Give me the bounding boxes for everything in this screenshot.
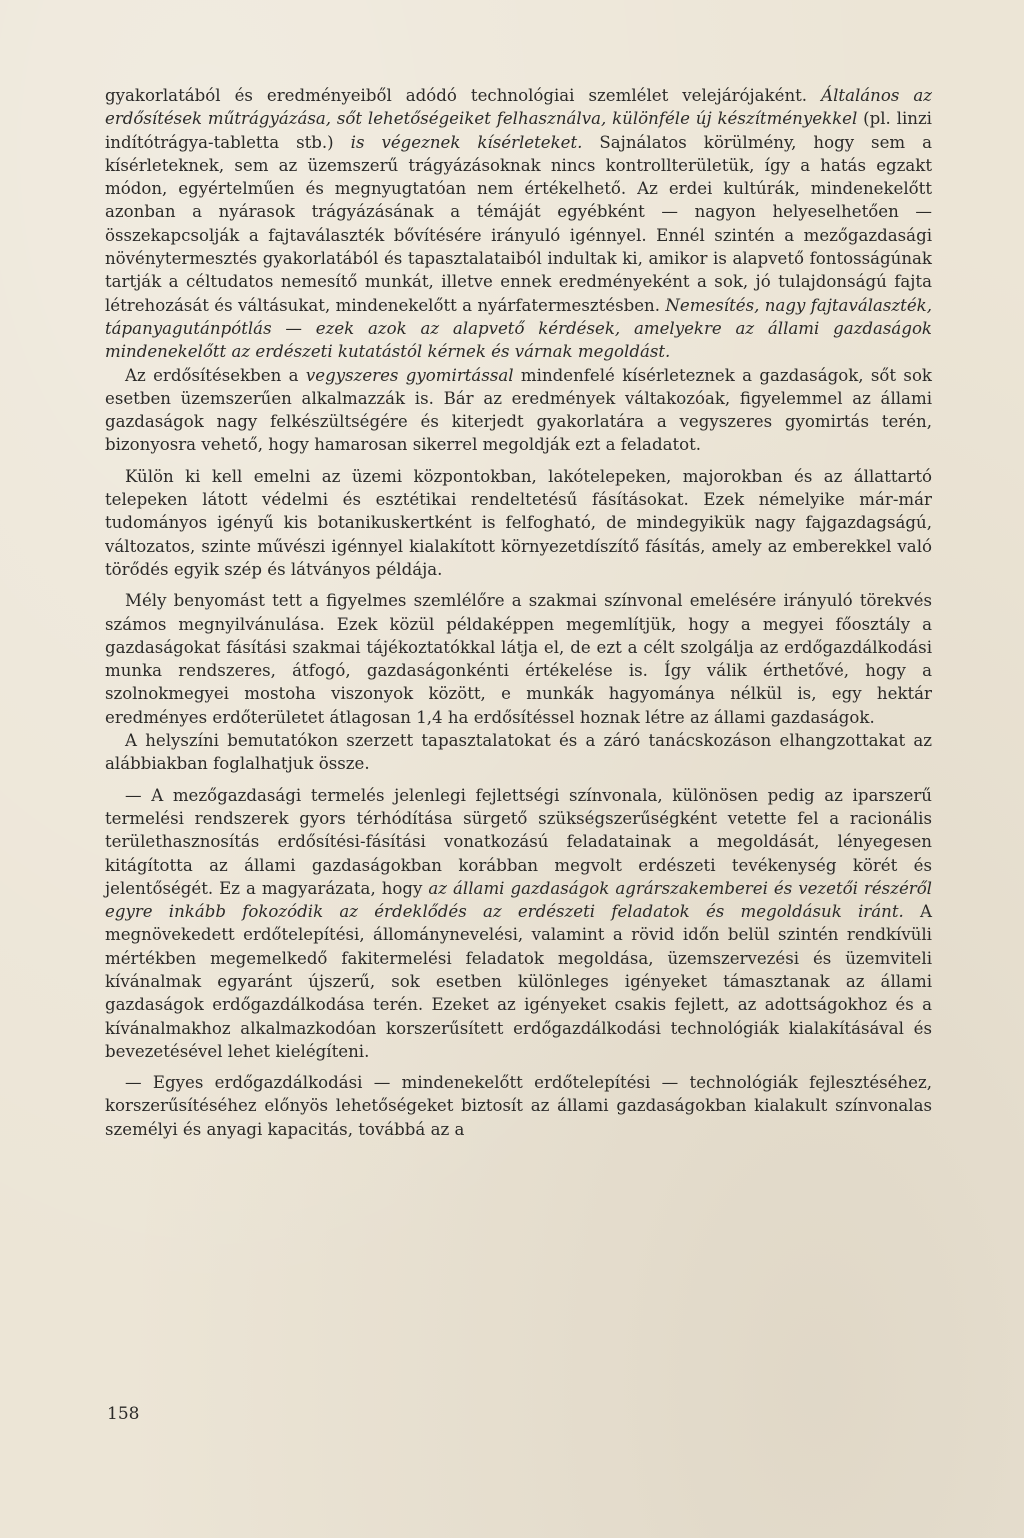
italic-text: Nemesítés, nagy fajtaválaszték, tápanyagutánpótlás — ezek azok az alapvető kérdések, amelyekre az állami gazdaságok mindenekelőtt az erdészeti kutatástól kérnek és várnak megoldást. <box>105 295 932 362</box>
italic-text: az állami gazdaságok agrárszakemberei és vezetői részéről egyre inkább fokozódik az érdeklődés az erdészeti feladatok és megoldásuk iránt. <box>105 878 932 922</box>
paragraph <box>105 784 932 1064</box>
text-run: gyakorlatából és eredményeiből adódó technológiai szemlélet velejárójaként. <box>105 86 822 105</box>
text-run: A helyszíni bemutatókon szerzett tapasztalatokat és a záró tanácskozáson elhangzottakat az alábbiakban foglalhatjuk össze. <box>105 731 932 774</box>
italic-text: Általános az erdősítések műtrágyázása, sőt lehetőségeiket felhasználva, különféle új készítményekkel <box>105 86 933 129</box>
paragraph <box>105 465 932 581</box>
text-run: A megnövekedett erdőtelepítési, állománynevelési, valamint a rövid időn belül szintén rendkívüli mértékben megemelkedő fakitermelési feladatok megoldása, üzemszervezési és üzemviteli kívánalmak egyaránt újszerű, sok esetben különleges igényeket támasztanak az állami gazdaságok erdőgazdálkodása terén. Ezeket az igényeket csakis fejlett, az adottságokhoz és a kívánalmakhoz alkalmazkodóan korszerűsített erdőgazdálkodási technológiák kialakításával és bevezetésével lehet kielégíteni. <box>105 902 932 1061</box>
paragraph <box>105 729 932 776</box>
text-run: (pl. linzi indítótrágya-tabletta stb.) <box>105 109 932 152</box>
paragraph <box>105 364 932 457</box>
text-run: Mély benyomást tett a figyelmes szemlélőre a szakmai színvonal emelésére irányuló törekvés számos megnyilvánulása. Ezek közül példaképpen megemlítjük, hogy a megyei főosztály a gazdaságokat fásítási szakmai tájékoztatókkal látja el, de ezt a célt szolgálja az erdőgazdálkodási munka rendszeres, átfogó, gazdaságonkénti értékelése is. Így válik érthetővé, hogy a szolnokmegyei mostoha viszonyok között, e munkák hagyománya nélkül is, egy hektár eredményes erdőterületet átlagosan 1,4 ha erdősítéssel hoznak létre az állami gazdaságok. <box>105 591 932 727</box>
body-text <box>105 84 932 1141</box>
text-run: Sajnálatos körülmény, hogy sem a kísérleteknek, sem az üzemszerű trágyázásoknak nincs kontrollterületük, így a hatás egzakt módon, egyértelműen és megnyugtatóan nem értékelhető. Az erdei kultúrák, mindenekelőtt azonban a nyárasok trágyázásának a témáját egyébként — nagyon helyeselhetően — összekapcsolják a fajtaválaszték bővítésére irányuló igénnyel. Ennél szintén a mezőgazdasági növénytermesztés gyakorlatából és tapasztalataiból indultak ki, amikor is alapvető fontosságúnak tartják a céltudatos nemesítő munkát, illetve ennek eredményeként a sok, jó tulajdonságú fajta létrehozását és váltásukat, mindenekelőtt a nyárfatermesztésben. <box>105 132 933 315</box>
text-run: Külön ki kell emelni az üzemi központokban, lakótelepeken, majorokban és az állattartó telepeken látott védelmi és esztétikai rendeltetésű fásításokat. Ezek némelyike már-már tudományos igényű kis botanikuskertként is felfogható, de mindegyikük nagy fajgazdagságú, változatos, szinte művészi igénnyel kialakított környezetdíszítő fásítás, amely az emberekkel való törődés egyik szép és látványos példája. <box>105 466 932 579</box>
paragraph <box>105 1071 932 1141</box>
italic-text: vegyszeres gyomirtással <box>305 365 514 385</box>
paragraph <box>105 589 932 729</box>
text-run: — Egyes erdőgazdálkodási — mindenekelőtt erdőtelepítési — technológiák fejlesztéséhez, korszerűsítéséhez előnyös lehetőségeket biztosít az állami gazdaságokban kialakult színvonalas személyi és anyagi kapacitás, továbbá az a <box>105 1073 932 1139</box>
page-number: 158 <box>107 1404 140 1424</box>
text-run: Az erdősítésekben a <box>125 365 306 385</box>
paragraph <box>105 84 932 364</box>
text-run: — A mezőgazdasági termelés jelenlegi fejlettségi színvonala, különösen pedig az iparszerű termelési rendszerek gyors térhódítása sürgető szükségszerűségként vetette fel a racionális területhasznosítás erdősítési-fásítási vonatkozású feladatainak a megoldását, lényegesen kitágította az állami gazdaságokban korábban megvolt erdészeti tevékenység körét és jelentőségét. Ez a magyarázata, hogy <box>105 785 932 898</box>
text-run: mindenfelé kísérleteznek a gazdaságok, sőt sok esetben üzemszerűen alkalmazzák is. Bár az eredmények váltakozóak, figyelemmel az állami gazdaságok nagy felkészültségére és kiterjedt gyakorlatára a vegyszeres gyomirtás terén, bizonyosra vehető, hogy hamarosan sikerrel megoldják ezt a feladatot. <box>105 365 932 455</box>
italic-text: is végeznek kísérleteket. <box>350 132 583 152</box>
